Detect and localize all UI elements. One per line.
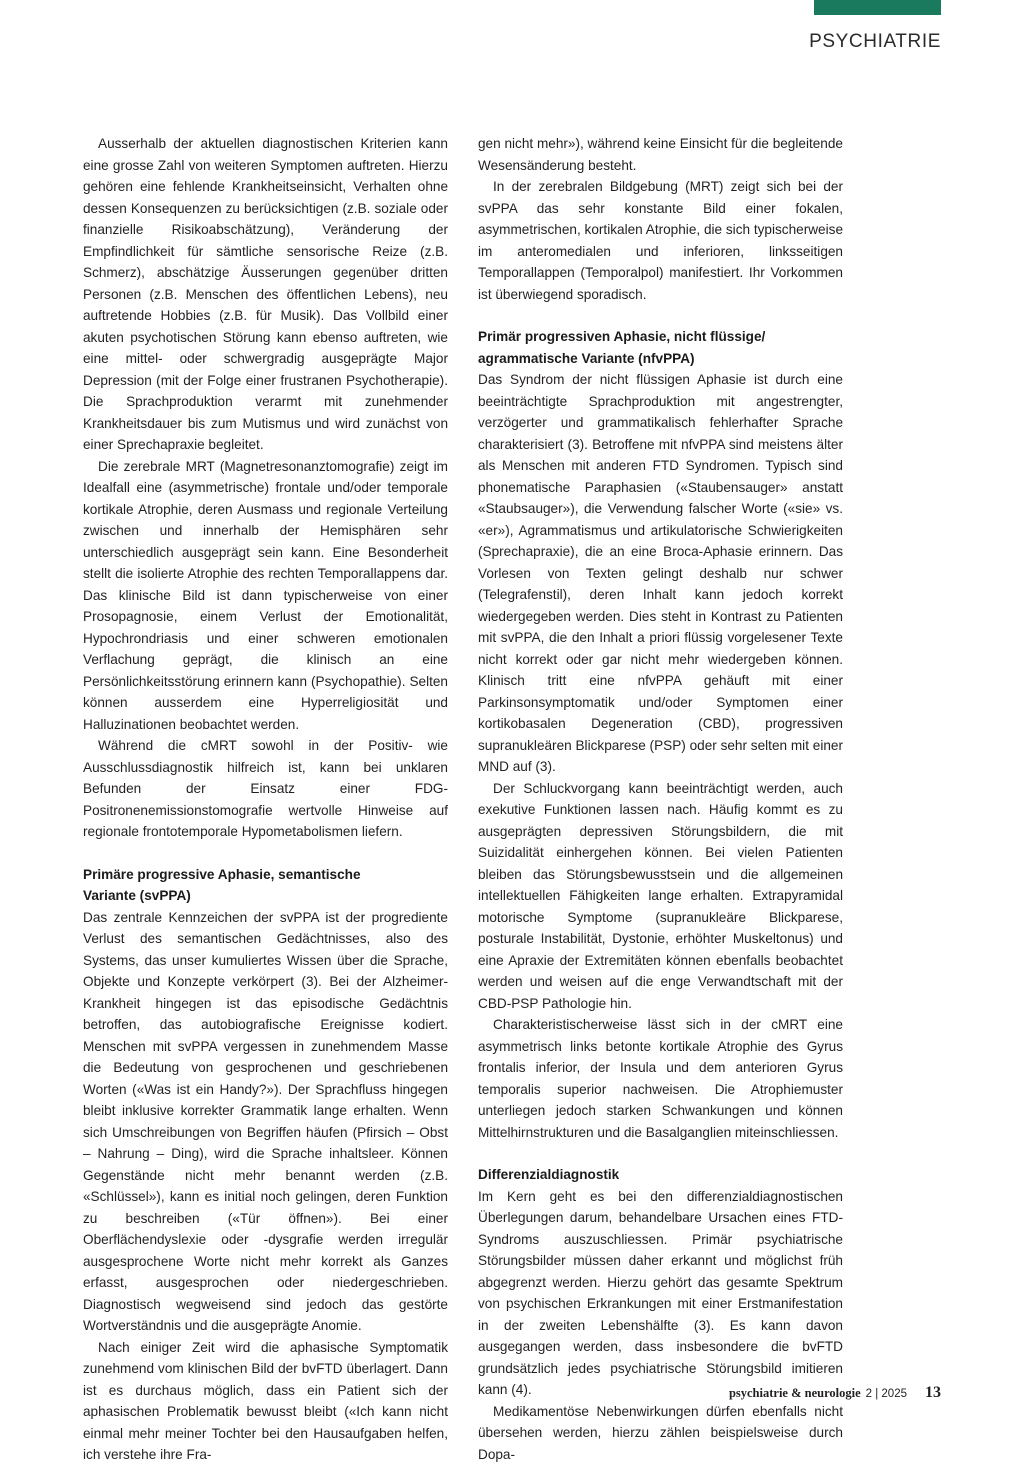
header-accent-bar [814, 0, 941, 15]
section-label: PSYCHIATRIE [809, 31, 941, 52]
heading-line: Primäre progressive Aphasie, semantische [83, 866, 361, 882]
paragraph: Das zentrale Kennzeichen der svPPA ist der progrediente Verlust des semantischen Gedächtnisses, also des Systems, das unser kumuliertes Wissen über die Sprache, Objekte und Konzepte verkörpert (3). Bei der Alzheimer-Krankheit hingegen ist das episodische Gedächtnis betroffen, das autobiografische Ereignisse kodiert. Menschen mit svPPA vergessen in zunehmendem Masse die Bedeutung von gesprochenen und geschriebenen Worten («Was ist ein Handy?»). Der Sprachfluss hingegen bleibt inklusive korrekter Grammatik lange erhalten. Wenn sich Umschreibungen von Begriffen häufen (Pfirsich – Obst – Nahrung – Ding), wird die Sprache inhaltsleer. Können Gegenstände nicht mehr benannt werden (z.B. «Schlüssel»), kann es initial noch gelingen, deren Funktion zu beschreiben («Tür öffnen»). Bei einer Oberflächendyslexie oder -dysgrafie werden irregulär ausgesprochene Worte nicht mehr korrekt als Ganzes erfasst, ausgesprochen oder niedergeschrieben. Diagnostisch wegweisend sind jedoch das gestörte Wortverständnis und die ausgeprägte Anomie. [83, 909, 448, 1333]
heading-line: Primär progressiven Aphasie, nicht flüssige/ [478, 329, 766, 344]
paragraph: Während die cMRT sowohl in der Positiv- wie Ausschlussdiagnostik hilfreich ist, kann bei unklaren Befunden der Einsatz einer FDG-Positronenemissionstomografie wertvolle Hinweise auf regionale frontotemporale Hypometabolismen liefern. [83, 738, 448, 839]
page-number: 13 [925, 1384, 941, 1401]
paragraph: Das Syndrom der nicht flüssigen Aphasie ist durch eine beeinträchtigte Sprachproduktion mit angestrengter, verzögerter und grammatikalisch fehlerhafter Sprache charakterisiert (3). Betroffene mit nfvPPA sind meistens älter als Menschen mit anderen FTD Syndromen. Typisch sind phonematische Paraphasien («Staubensauger» anstatt «Staubsauger»), die Verwendung falscher Worte («sie» vs. «er»), Agrammatismus und artikulatorische Schwierigkeiten (Sprechapraxie), die an eine Broca-Aphasie erinnern. Das Vorlesen von Texten gelingt deshalb nur schwer (Telegrafenstil), deren Inhalt kann jedoch korrekt wiedergegeben werden. Dies steht in Kontrast zu Patienten mit svPPA, die den Inhalt a priori flüssig vorgelesener Texte nicht korrekt oder gar nicht mehr wiedergeben können. Klinisch tritt eine nfvPPA gehäuft mit einer Parkinsonsymptomatik und/oder Symptomen einer kortikobasalen Degeneration (CBD), progressiven supranukleären Blickparese (PSP) oder sehr selten mit einer MND auf (3). [478, 372, 843, 774]
paragraph: Der Schluckvorgang kann beeinträchtigt werden, auch exekutive Funktionen lassen nach. Häufig kommt es zu ausgeprägten depressiven Störungsbildern, die mit Suizidalität einhergehen können. Bei vielen Patienten bleiben das Störungsbewusstsein und die allgemeinen intellektuellen Fähigkeiten lange erhalten. Extrapyramidal motorische Symptome (supranukleäre Blickparese, posturale Instabilität, Dystonie, erhöhter Muskeltonus) und eine Apraxie der Extremitäten können ebenfalls beobachtet werden und weisen auf die enge Verwandtschaft mit der CBD-PSP Pathologie hin. [478, 780, 843, 1011]
section-heading-nfvppa [478, 326, 843, 369]
left-column [83, 133, 448, 1466]
heading-line: agrammatische Variante (nfvPPA) [478, 350, 695, 366]
paragraph: Die zerebrale MRT (Magnetresonanztomografie) zeigt im Idealfall eine (asymmetrische) frontale und/oder temporale kortikale Atrophie, deren Ausmass und regionale Verteilung zwischen und innerhalb der Hemisphären sehr unterschiedlich ausgeprägt sein kann. Eine Besonderheit stellt die isolierte Atrophie des rechten Temporallappens dar. Das klinische Bild ist dann typischerweise von einer Prosopagnosie, einem Verlust der Emotionalität, Hypochrondriasis und einer schweren emotionalen Verflachung geprägt, die klinisch an eine Persönlichkeitsstörung erinnern kann (Psychopathie). Selten können ausserdem eine Hyperreligiosität und Halluzinationen beobachtet werden. [83, 458, 448, 732]
paragraph: In der zerebralen Bildgebung (MRT) zeigt sich bei der svPPA das sehr konstante Bild einer fokalen, asymmetrischen, kortikalen Atrophie, die sich typischerweise im anteromedialen und inferioren, linksseitigen Temporallappen (Temporalpol) manifestiert. Ihr Vorkommen ist überwiegend sporadisch. [478, 179, 843, 302]
right-column [478, 133, 843, 1465]
page-footer [729, 1384, 941, 1402]
section-heading-svppa [83, 864, 448, 907]
heading-line: Variante (svPPA) [83, 888, 191, 903]
issue-number: 2 | 2025 [865, 1388, 907, 1400]
section-heading-differenzialdiagnostik: Differenzialdiagnostik [478, 1167, 620, 1182]
paragraph: Nach einiger Zeit wird die aphasische Symptomatik zunehmend vom klinischen Bild der bvFTD überlagert. Dann ist es durchaus möglich, dass ein Patient sich der aphasischen Problematik bewusst bleibt («Ich kann nicht einmal mehr meiner Tochter bei den Hausaufgaben helfen, ich verstehe ihre Fra- [83, 1339, 448, 1462]
paragraph: Im Kern geht es bei den differenzialdiagnostischen Überlegungen darum, behandelbare Ursachen eines FTD-Syndroms auszuschliessen. Primär psychiatrische Störungsbilder müssen daher erkannt und möglichst früh abgegrenzt werden. Hierzu gehört das gesamte Spektrum von psychischen Erkrankungen mit einer Erstmanifestation in der zweiten Lebenshälfte (3). Es kann davon ausgegangen werden, dass insbesondere die bvFTD grundsätzlich jedes psychiatrische Störungsbild imitieren kann (4). [478, 1188, 843, 1397]
journal-name: psychiatrie & neurologie [728, 1386, 861, 1400]
paragraph: gen nicht mehr»), während keine Einsicht für die begleitende Wesensänderung besteht. [478, 136, 843, 173]
paragraph: Charakteristischerweise lässt sich in der cMRT eine asymmetrisch links betonte kortikale Atrophie des Gyrus frontalis inferior, der Insula und dem anterioren Gyrus temporalis superior nachweisen. Die Atrophiemuster unterliegen jedoch starken Schwankungen und können Mittelhirnstrukturen und die Basalganglien miteinschliessen. [478, 1017, 843, 1140]
paragraph: Medikamentöse Nebenwirkungen dürfen ebenfalls nicht übersehen werden, hierzu zählen beispielsweise durch Dopa- [478, 1403, 843, 1462]
paragraph: Ausserhalb der aktuellen diagnostischen Kriterien kann eine grosse Zahl von weiteren Symptomen auftreten. Hierzu gehören eine fehlende Krankheitseinsicht, Verhalten ohne dessen Konsequenzen zu berücksichtigen (z.B. soziale oder finanzielle Risikoabschätzung), Veränderung der Empfindlichkeit für sämtliche sensorische Reize (z.B. Schmerz), abschätzige Äusserungen gegenüber dritten Personen (z.B. Menschen des öffentlichen Lebens), neu auftretende Hobbies (z.B. für Musik). Das Vollbild einer akuten psychotischen Störung kann ebenso auftreten, wie eine mittel- oder schwergradig ausgeprägte Major Depression (mit der Folge einer frustranen Psychotherapie). Die Sprachproduktion verarmt mit zunehmender Krankheitsdauer bis zum Mutismus und wird zunächst von einer Sprechapraxie begleitet. [83, 136, 448, 452]
